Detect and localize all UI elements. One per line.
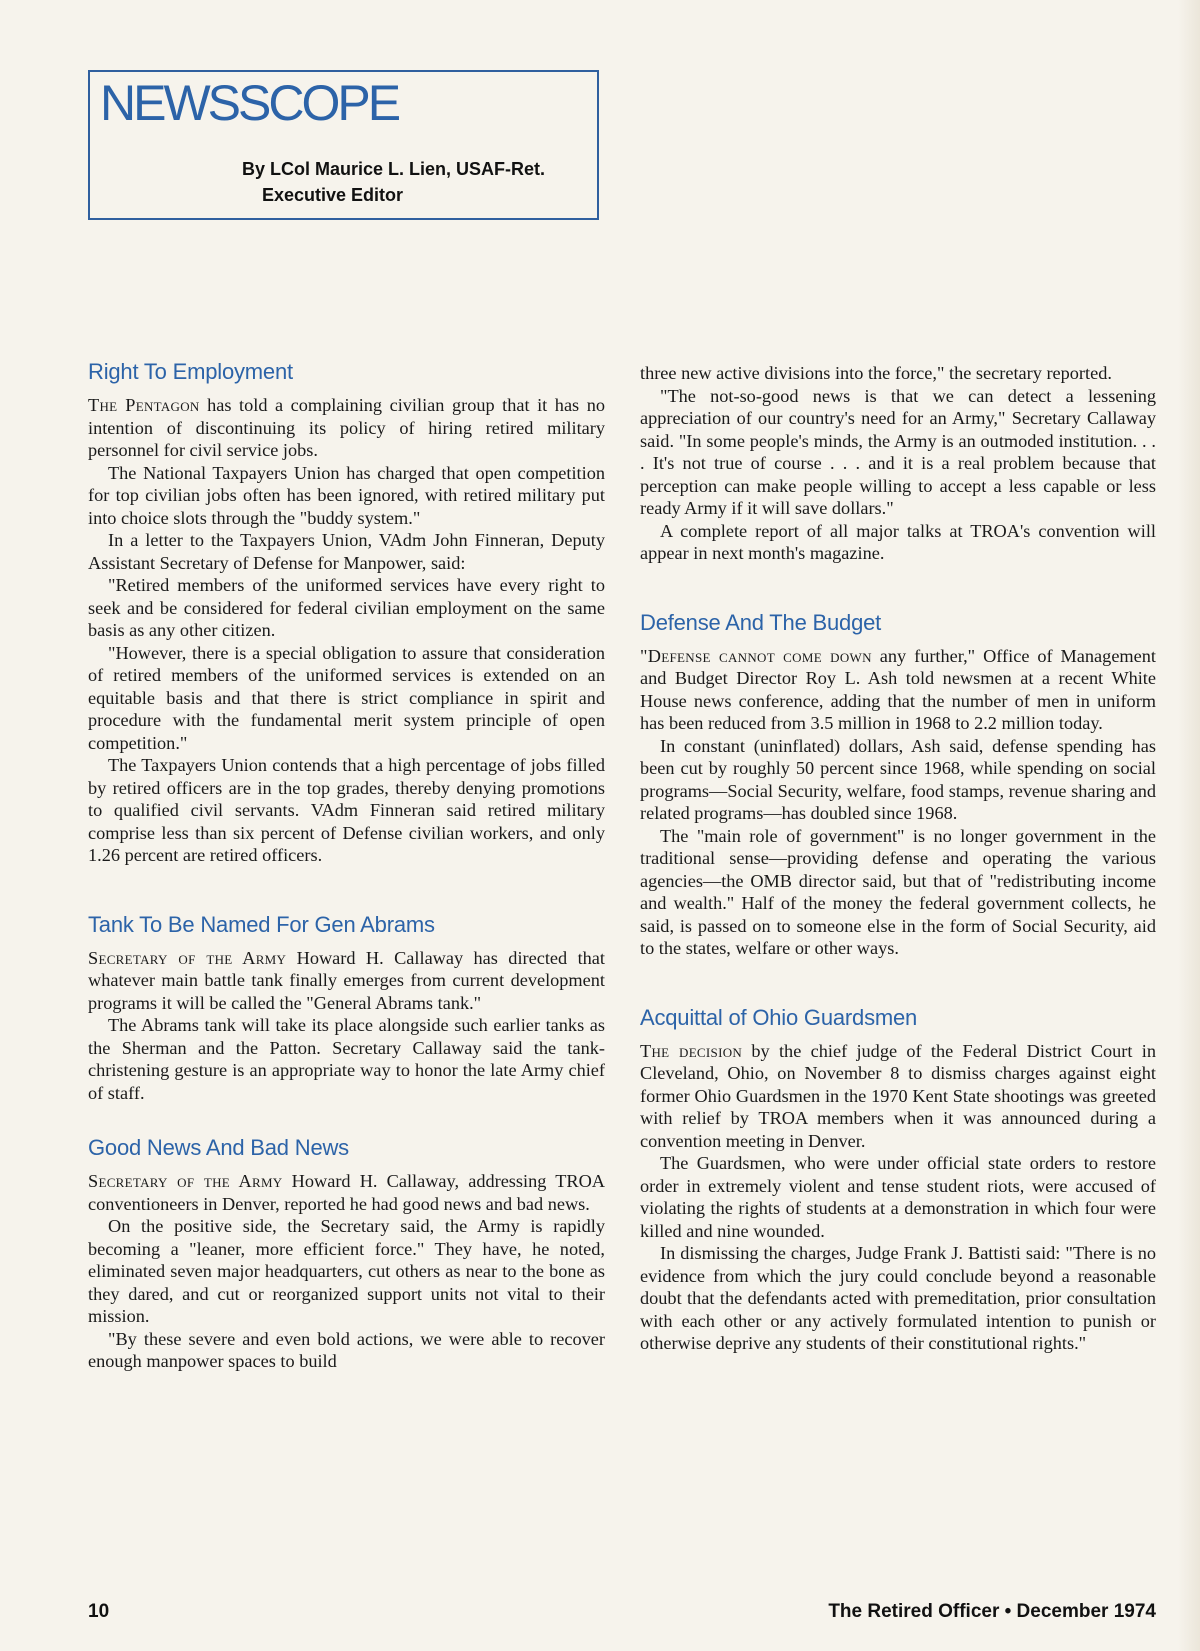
lead-in: The decision [640, 1040, 743, 1061]
paragraph: In constant (uninflated) dollars, Ash said, defense spending has been cut by roughly 50 percent since 1968, while spending on social programs—Social Security, welfare, food stamps, revenue sharing and related programs—has doubled since 1968. [640, 735, 1156, 823]
paragraph: The Abrams tank will take its place alongside such earlier tanks as the Sherman and the Patton. Secretary Callaway said the tank-christening gesture is an appropriate way to honor the late Army chief of staff. [88, 1015, 605, 1103]
paragraph: "The not-so-good news is that we can detect a lessening appreciation of our country's need for an Army," Secretary Callaway said. "In some people's minds, the Army is an outmoded institution. . . . It's not true of course . . . and it is a real problem because that perception can make people willing to accept a less capable or less ready Army if it will save dollars." [640, 385, 1156, 518]
headline-tank-abrams: Tank To Be Named For Gen Abrams [88, 911, 435, 937]
paragraph: "Retired members of the uniformed services have every right to seek and be considered for federal civilian employment on the same basis as any other citizen. [88, 575, 605, 640]
paragraph: The National Taxpayers Union has charged that open competition for top civilian jobs often has been ignored, with retired military put into choice slots through the "buddy system." [88, 462, 605, 528]
paragraph-text: by the chief judge of the Federal District Court in Cleveland, Ohio, on November 8 to dismiss charges against eight former Ohio Guardsmen in the 1970 Kent State shootings was greeted with relief by TROA members when it was announced during a convention meeting in Denver. [640, 1040, 1156, 1151]
page-number: 10 [88, 1601, 110, 1622]
paragraph-text: any further," Office of Management and Budget Director Roy L. Ash told newsmen at a recent White House news conference, adding that the number of men in uniform has been reduced from 3.5 million in 1968 to 2.2 million today. [640, 645, 1156, 733]
paragraph: On the positive side, the Secretary said, the Army is rapidly becoming a "leaner, more efficient force." They have, he noted, eliminated seven major headquarters, cut others as near to the bone as they dared, and cut or reorganized support units not vital to their mission. [88, 1216, 605, 1326]
paragraph: The Guardsmen, who were under official state orders to restore order in extremely violent and tense student riots, were accused of violating the rights of students at a demonstration in which four were killed and nine wounded. [640, 1153, 1156, 1241]
page-edge [1178, 0, 1200, 1651]
paragraph: "By these severe and even bold actions, we were able to recover enough manpower spaces to build [88, 1328, 605, 1371]
newsscope-logo: NEWSSCOPE [100, 75, 399, 131]
headline-right-to-employment: Right To Employment [88, 359, 293, 384]
paragraph-text: Howard H. Callaway has directed that whatever main battle tank finally emerges from current development programs it will be called the "General Abrams tank." [88, 947, 605, 1013]
paragraph: A complete report of all major talks at TROA's convention will appear in next month's magazine. [640, 520, 1156, 563]
paragraph: The "main role of government" is no longer government in the traditional sense—providing defense and operating the various agencies—the OMB director said, but that of "redistributing income and wealth." Half of the money the federal government collects, he said, is passed on to someone else in the form of Social Security, aid to the states, welfare or other ways. [640, 825, 1156, 958]
lead-in: The Pentagon [88, 395, 200, 415]
lead-in: "Defense cannot come down [640, 645, 872, 666]
paragraph-continued: three new active divisions into the force," the secretary reported. [640, 363, 1112, 383]
author-line: By LCol Maurice L. Lien, USAF-Ret. [242, 159, 546, 179]
paragraph-text: has told a complaining civilian group that it has no intention of discontinuing its policy of hiring retired military personnel for civil service jobs. [88, 395, 605, 460]
paragraph [88, 394, 605, 462]
headline-good-news-bad-news: Good News And Bad News [88, 1135, 349, 1160]
paragraph [88, 1170, 605, 1215]
paragraph [640, 1040, 1156, 1153]
paragraph: In a letter to the Taxpayers Union, VAdm John Finneran, Deputy Assistant Secretary of Defense for Manpower, said: [88, 530, 605, 573]
publication-footer: The Retired Officer • December 1974 [828, 1601, 1156, 1622]
masthead-box [88, 70, 599, 220]
paragraph-text: Howard H. Callaway, addressing TROA conventioneers in Denver, reported he had good news and bad news. [88, 1171, 605, 1214]
author-title: Executive Editor [262, 185, 404, 205]
left-column [88, 358, 605, 1373]
byline [242, 156, 545, 208]
paragraph [640, 645, 1156, 735]
paragraph: "However, there is a special obligation to assure that consideration of retired members of the uniformed services is extended on an equitable basis and that there is strict compliance in spirit and procedure with the fundamental merit system principle of open competition." [88, 642, 605, 753]
lead-in: Secretary of the Army [88, 947, 287, 968]
headline-ohio-guardsmen: Acquittal of Ohio Guardsmen [640, 1004, 918, 1030]
headline-defense-budget: Defense And The Budget [640, 609, 882, 635]
right-column [640, 362, 1156, 1355]
paragraph [88, 947, 605, 1015]
paragraph: The Taxpayers Union contends that a high percentage of jobs filled by retired officers are in the top grades, thereby denying promotions to qualified civil servants. VAdm Finneran said retired military comprise less than six percent of Defense civilian workers, and only 1.26 percent are retired officers. [88, 755, 605, 865]
paragraph: In dismissing the charges, Judge Frank J. Battisti said: "There is no evidence from which the jury could conclude beyond a reasonable doubt that the defendants acted with premeditation, prior consultation with each other or any actively formulated intention to punish or otherwise deprive any students of their constitutional rights." [640, 1243, 1156, 1353]
lead-in: Secretary of the Army [88, 1171, 283, 1191]
